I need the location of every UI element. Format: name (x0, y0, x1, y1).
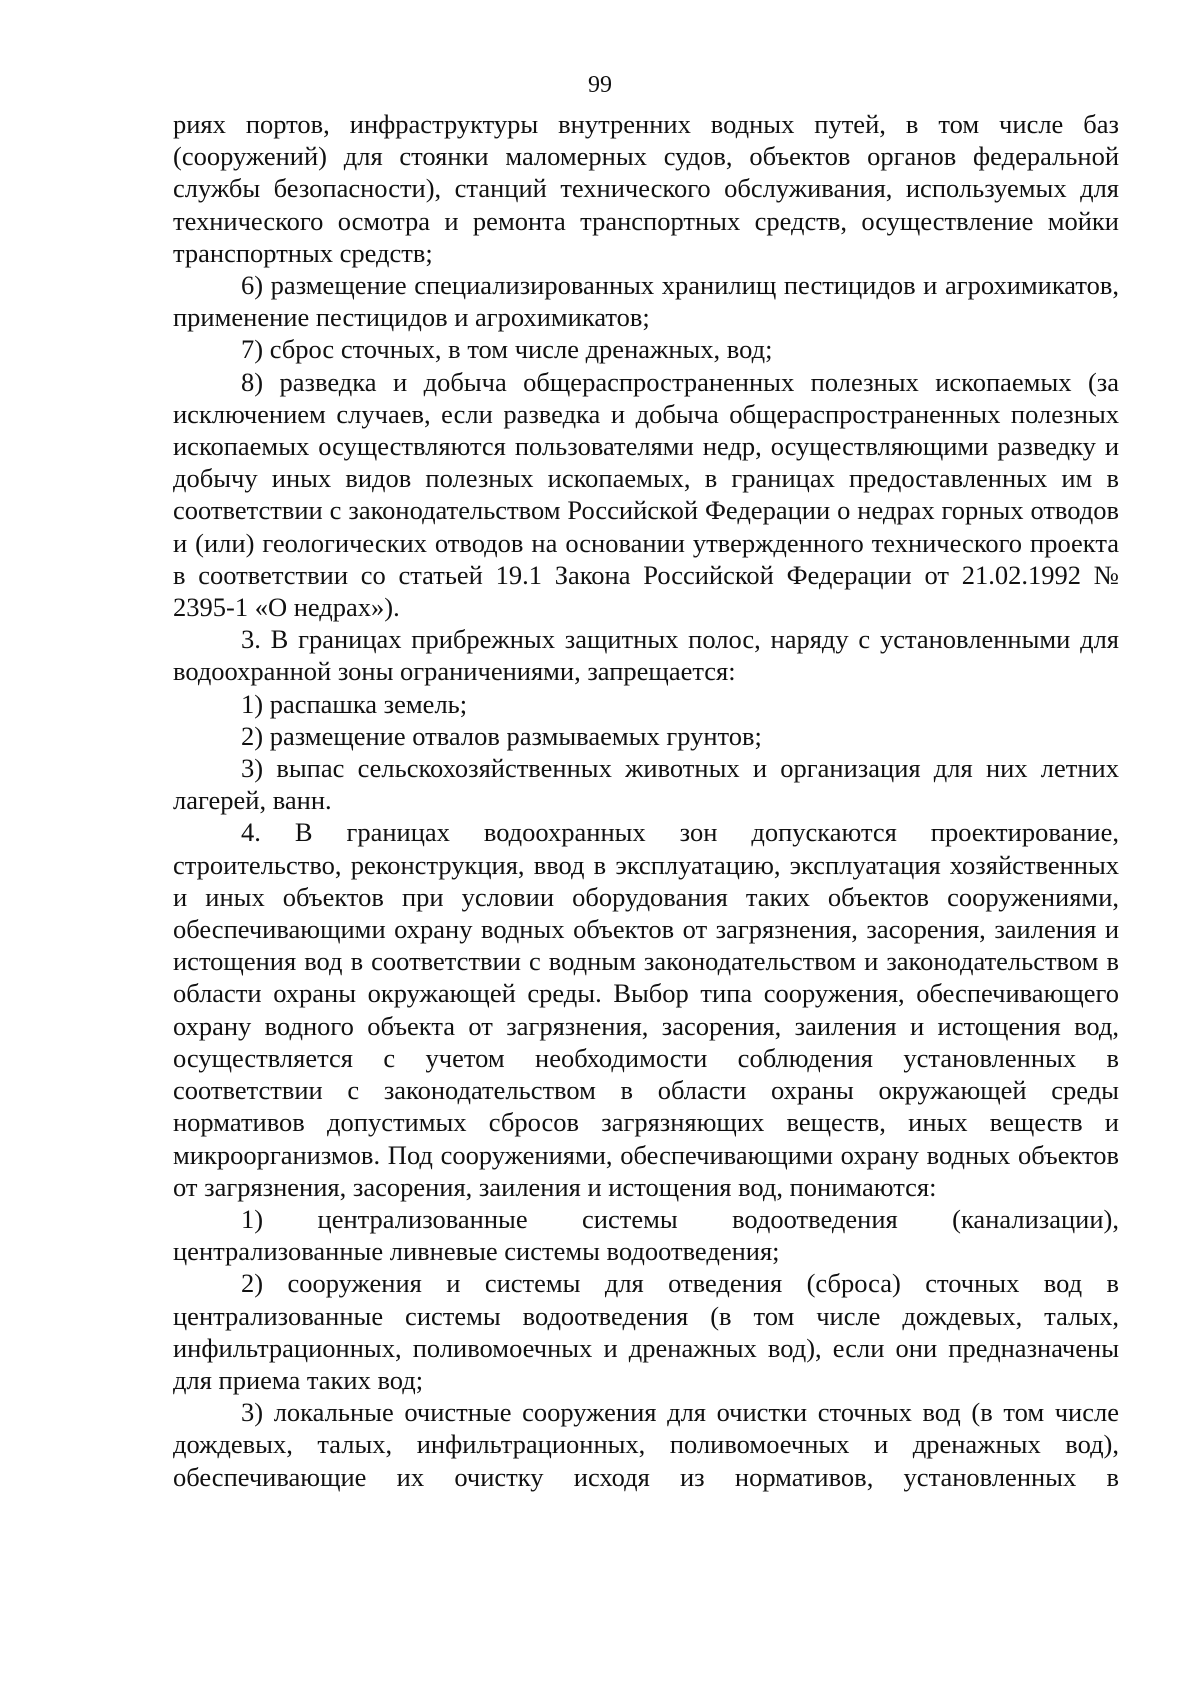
document-body (173, 108, 1119, 1493)
paragraph: 3) выпас сельскохозяйственных животных и организация для них летних лагерей, ванн. (173, 753, 1119, 816)
paragraph: 3) локальные очистные сооружения для очистки сточных вод (в том числе дождевых, талых, инфильтрационных, поливомоечных и дренажных вод), обеспечивающие их очистку исходя из нормативов, установленных в (173, 1397, 1119, 1492)
paragraph: 1) централизованные системы водоотведения (канализации), централизованные ливневые системы водоотведения; (173, 1203, 1119, 1267)
paragraph: 2) сооружения и системы для отведения (сброса) сточных вод в централизованные системы водоотведения (в том числе дождевых, талых, инфильтрационных, поливомоечных и дренажных вод), если они предназначены для приема таких вод; (173, 1268, 1119, 1395)
paragraph: 4. В границах водоохранных зон допускаются проектирование, строительство, реконструкция, ввод в эксплуатацию, эксплуатация хозяйственных и иных объектов при условии оборудования таких объектов сооружениями, обеспечивающими охрану водных объектов от загрязнения, засорения, заиления и истощения вод в соответствии с водным законодательством и законодательством в области охраны окружающей среды. Выбор типа сооружения, обеспечивающего охрану водного объекта от загрязнения, засорения, заиления и истощения вод, осуществляется с учетом необходимости соблюдения установленных в соответствии с законодательством в области охраны окружающей среды нормативов допустимых сбросов загрязняющих веществ, иных веществ и микроорганизмов. Под сооружениями, обеспечивающими охрану водных объектов от загрязнения, засорения, заиления и истощения вод, понимаются: (173, 817, 1119, 1202)
paragraph: 8) разведка и добыча общераспространенных полезных ископаемых (за исключением случаев, если разведка и добыча общераспространенных полезных ископаемых осуществляются пользователями недр, осуществляющими разведку и добычу иных видов полезных ископаемых, в границах предоставленных им в соответствии с законодательством Российской Федерации о недрах горных отводов и (или) геологических отводов на основании утвержденного технического проекта в соответствии со статьей 19.1 Закона Российской Федерации от 21.02.1992 № 2395-1 «О недрах»). (173, 366, 1119, 623)
paragraph: 1) распашка земель; (241, 688, 468, 719)
paragraph: 7) сброс сточных, в том числе дренажных, вод; (241, 334, 773, 365)
paragraph: 3. В границах прибрежных защитных полос, наряду с установленными для водоохранной зоны ограничениями, запрещается: (173, 624, 1119, 687)
paragraph: риях портов, инфраструктуры внутренних водных путей, в том числе баз (сооружений) для стоянки маломерных судов, объектов органов федеральной службы безопасности), станций технического обслуживания, используемых для технического осмотра и ремонта транспортных средств, осуществление мойки транспортных средств; (173, 109, 1119, 268)
paragraph: 2) размещение отвалов размываемых грунтов; (241, 720, 762, 751)
page-number: 99 (588, 72, 612, 98)
paragraph: 6) размещение специализированных хранилищ пестицидов и агрохимикатов, применение пестицидов и агрохимикатов; (173, 270, 1119, 333)
